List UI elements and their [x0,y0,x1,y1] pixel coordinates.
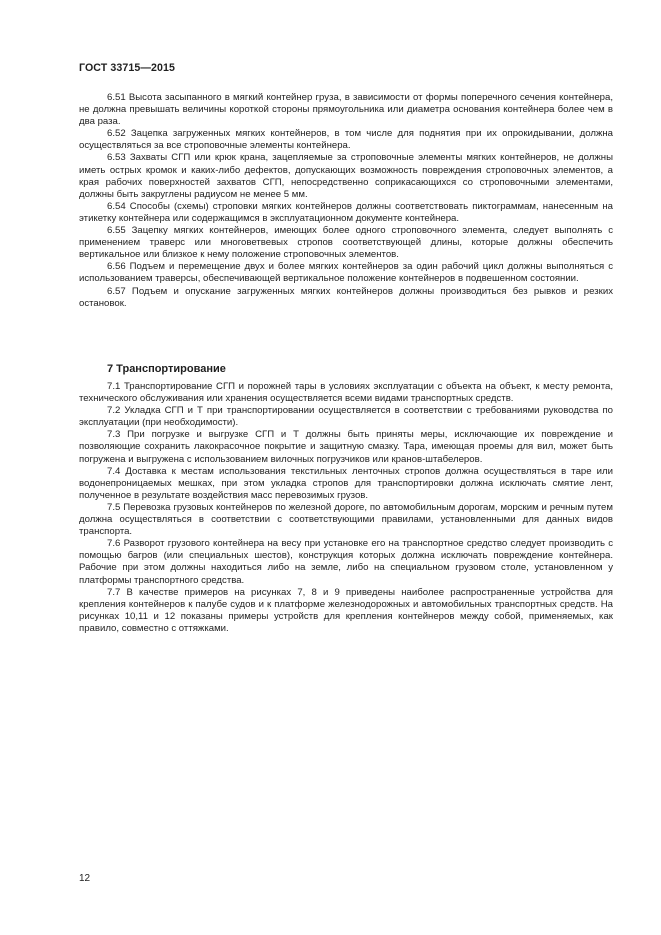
document-header: ГОСТ 33715—2015 [79,62,176,74]
paragraph-6-54: 6.54 Способы (схемы) строповки мягких контейнеров должны соответствовать пиктограммам, нанесенным на этикетку контейнера или содержащимся в эксплуатационном документе контейнера. [79,200,613,224]
paragraph-7-1: 7.1 Транспортирование СГП и порожней тары в условиях эксплуатации с объекта на объект, к месту ремонта, технического обслуживания или хранения осуществляется всеми видами транспортных средств. [79,381,613,405]
section-6-text [79,92,613,310]
paragraph-6-52: 6.52 Зацепка загруженных мягких контейнеров, в том числе для поднятия при их опрокидывании, должна осуществляться за все строповочные элементы контейнера. [79,128,613,152]
paragraph-6-57: 6.57 Подъем и опускание загруженных мягких контейнеров должны производиться без рывков и резких остановок. [79,285,613,309]
section-7-heading: 7 Транспортирование [107,363,226,375]
paragraph-7-6: 7.6 Разворот грузового контейнера на весу при установке его на транспортное средство следует производить с помощью багров (или специальных шестов), конструкция которых должна исключать повреждение контейнера. Рабочие при этом должны находиться либо на земле, либо на специальном грузовом столе, установленном у платформы транспортного средства. [79,538,613,586]
paragraph-6-51: 6.51 Высота засыпанного в мягкий контейнер груза, в зависимости от формы поперечного сечения контейнера, не должна превышать величины короткой стороны прямоугольника или диаметра основания контейнера более чем в два раза. [79,92,613,128]
paragraph-6-55: 6.55 Зацепку мягких контейнеров, имеющих более одного строповочного элемента, следует выполнять с применением траверс или многоветвевых стропов соответствующей длины, которые должны обеспечить вертикальное или близкое к нему положение строповочных элементов. [79,225,613,261]
paragraph-7-2: 7.2 Укладка СГП и Т при транспортировании осуществляется в соответствии с требованиями руководства по эксплуатации (при необходимости). [79,405,613,429]
section-7-text [79,381,613,635]
paragraph-7-7: 7.7 В качестве примеров на рисунках 7, 8 и 9 приведены наиболее распространенные устройства для крепления контейнеров к палубе судов и к платформе железнодорожных и автомобильных транспортных средств. На рисунках 10,11 и 12 показаны примеры устройств для крепления контейнеров между собой, применяемых, как правило, совместно с оттяжками. [79,586,613,634]
paragraph-6-56: 6.56 Подъем и перемещение двух и более мягких контейнеров за один рабочий цикл должны выполняться с использованием траверсы, обеспечивающей вертикальное положение контейнеров в подвешенном состоянии. [79,261,613,285]
paragraph-7-5: 7.5 Перевозка грузовых контейнеров по железной дороге, по автомобильным дорогам, морским и речным путем должна осуществляться в соответствии с соответствующими правилами, установленными для данных видов транспорта. [79,501,613,538]
paragraph-7-4: 7.4 Доставка к местам использования текстильных ленточных стропов должна осуществляться в таре или водонепроницаемых мешках, при этом укладка стропов для транспортировки должна исключать смятие лент, полученное в результате воздействия масс перевозимых грузов. [79,465,613,501]
paragraph-7-3: 7.3 При погрузке и выгрузке СГП и Т должны быть приняты меры, исключающие их повреждение и позволяющие сохранить лакокрасочное покрытие и защитную смазку. Тара, имеющая проемы для вил, может быть погружена и выгружена с использованием вилочных погрузчиков или кранов-штабелеров. [79,429,613,465]
page-number: 12 [79,873,91,884]
paragraph-6-53: 6.53 Захваты СГП или крюк крана, зацепляемые за строповочные элементы мягких контейнеров, не должны иметь острых кромок и каких-либо дефектов, допускающих возможность повреждения строповочных элементов, а края рабочих поверхностей захватов СГП, непосредственно соприкасающихся со строповочными элементами, должны быть закруглены радиусом не менее 5 мм. [79,152,613,200]
